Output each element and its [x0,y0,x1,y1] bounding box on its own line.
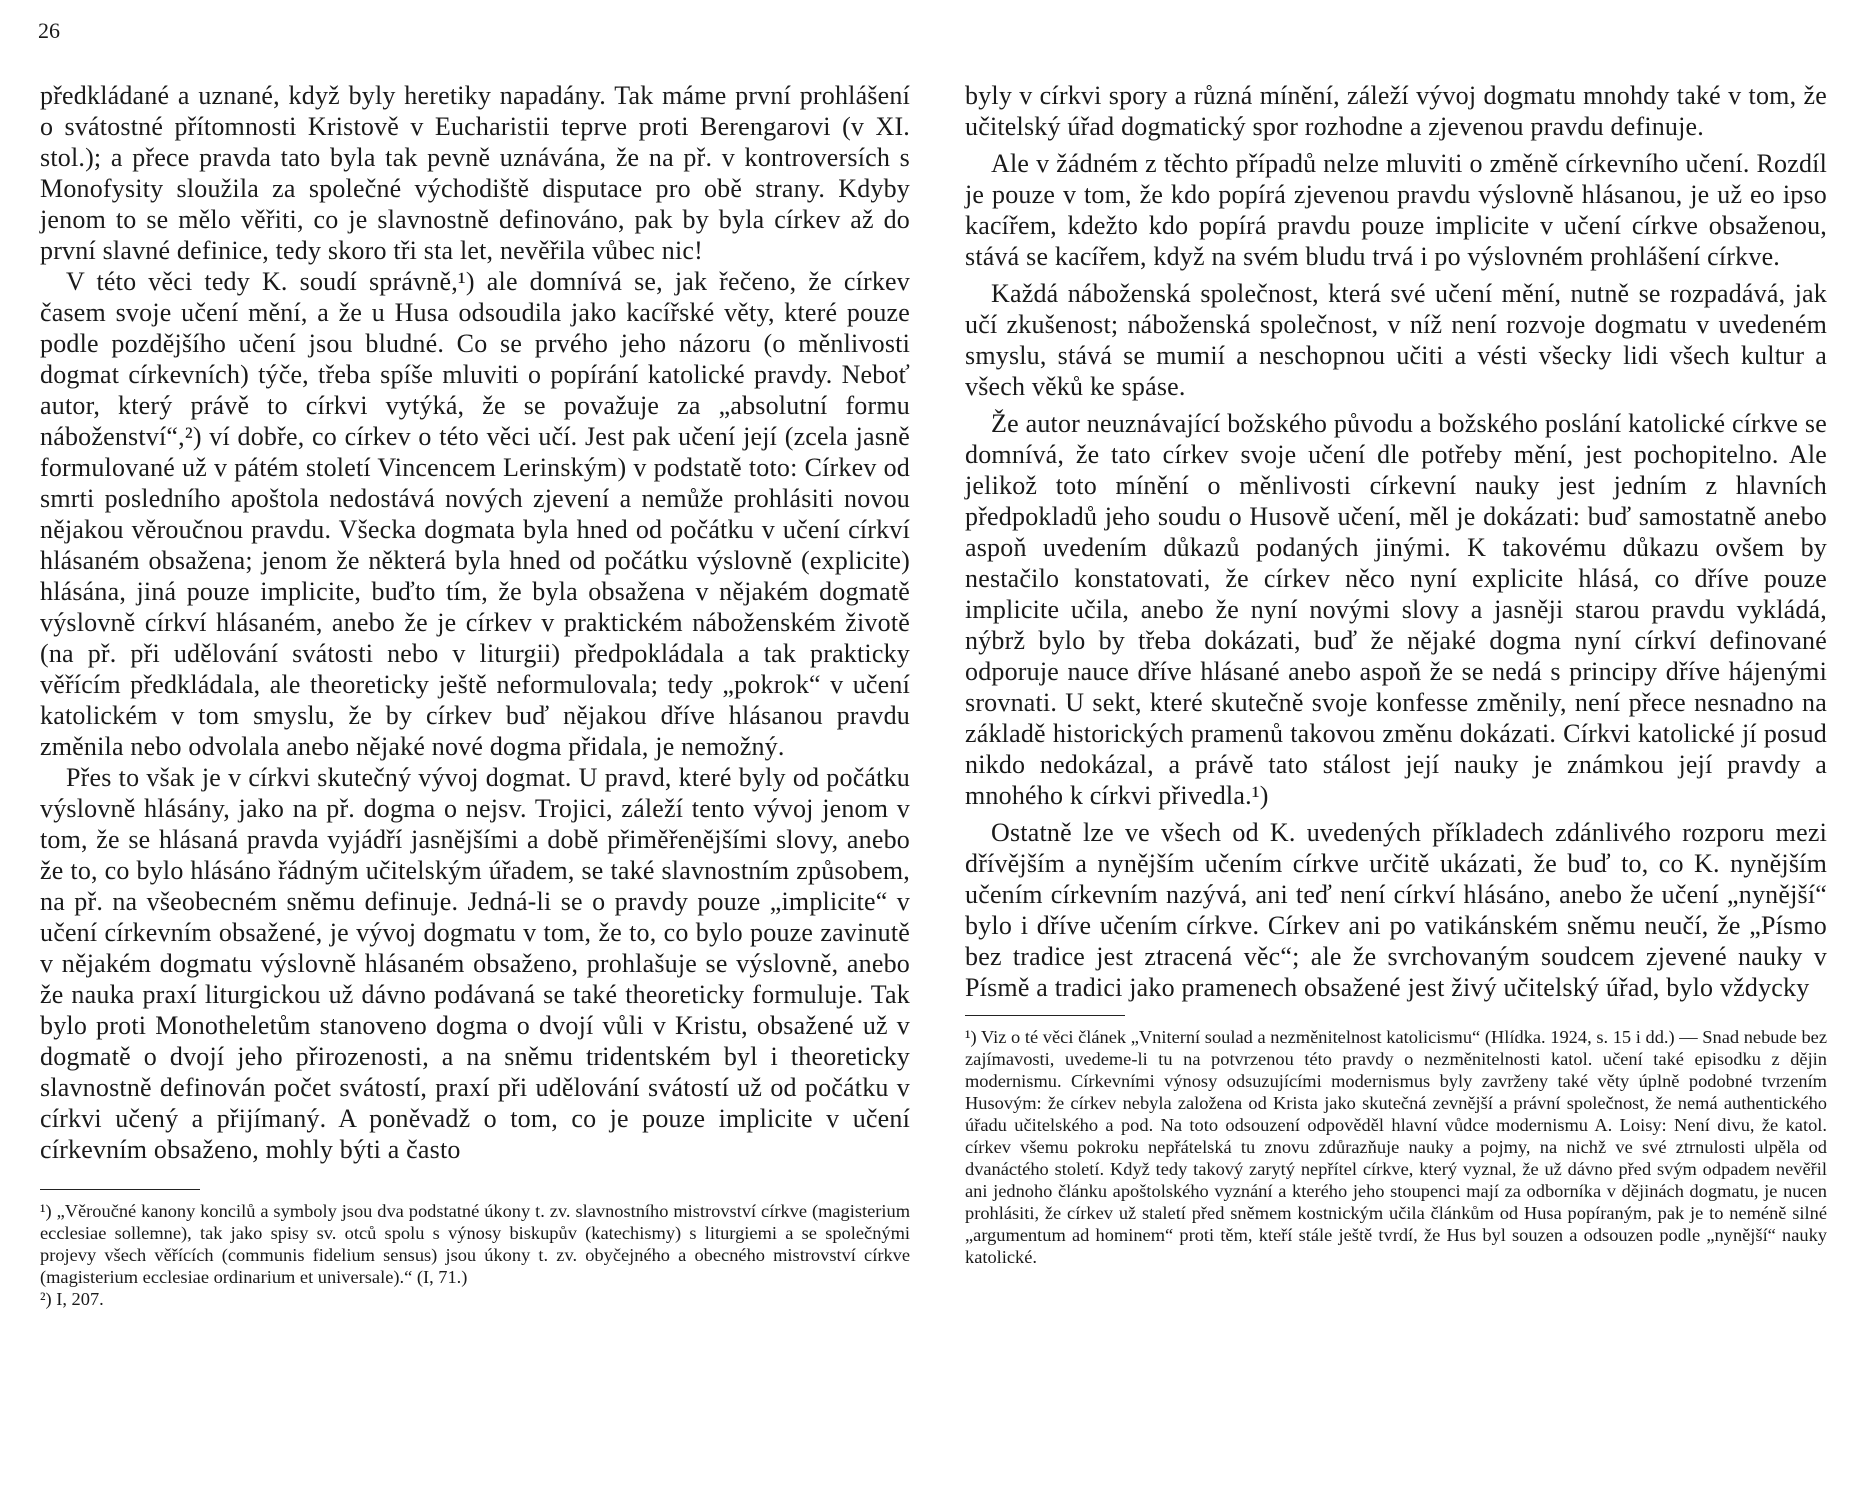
body-paragraph: V této věci tedy K. soudí správně,¹) ale domnívá se, jak řečeno, že církev časem svoje učení mění, a že u Husa odsoudila jako kacířské věty, které pouze podle pozdějšího učení jsou bludné. Co se prvého jeho názoru (o měnlivosti dogmat církevních) týče, třeba spíše mluviti o popírání katolické pravdy. Neboť autor, který právě to církvi vytýká, že se považuje za „absolutní formu náboženství“,²) ví dobře, co církev o této věci učí. Jest pak učení její (zcela jasně formulované už v pátém století Vincencem Lerinským) v podstatě toto: Církev od smrti posledního apoštola nedostává nových zjevení a nemůže prohlásiti novou nějakou věroučnou pravdu. Všecka dogmata byla hned od počátku v učení církví hlásaném obsažena; jenom že některá byla hned od počátku výslovně (explicite) hlásána, jiná pouze implicite, buďto tím, že byla obsažena v nějakém dogmatě výslovně církví hlásaném, anebo že je církev v praktickém náboženském životě (na př. při udělování svátosti nebo v liturgii) předpokládala a tak prakticky věřícím předkládala, ale theoreticky ještě neformulovala; tedy „pokrok“ v učení katolickém v tom smyslu, že by církev buď nějakou dříve hlásanou pravdu změnila nebo odvolala anebo nějaké nové dogma přidala, je nemožný. [40,267,910,761]
left-column [40,80,910,1310]
footnote-divider [40,1189,200,1190]
right-column [965,80,1827,1268]
footnote: ²) I, 207. [40,1289,104,1309]
page-number: 26 [38,18,60,43]
body-paragraph: byly v církvi spory a různá mínění, záleží vývoj dogmatu mnohdy také v tom, že učitelský úřad dogmatický spor rozhodne a zjevenou pravdu definuje. [965,81,1827,141]
body-paragraph: Že autor neuznávající božského původu a božského poslání katolické církve se domnívá, že tato církev svoje učení dle potřeby mění, jest pochopitelno. Ale jelikož toto mínění o měnlivosti církevní nauky jest jedním z hlavních předpokladů jeho soudu o Husově učení, měl je dokázati: buď samostatně anebo aspoň uvedením důkazů podaných jinými. K takovému důkazu ovšem by nestačilo konstatovati, že církev něco nyní explicite hlásá, co dříve pouze implicite učila, anebo že nyní novými slovy a jasněji starou pravdu vykládá, nýbrž bylo by třeba dokázati, buď že nějaké dogma nyní církví definované odporuje nauce dříve hlásané anebo aspoň že se nedá s principy dříve hájenými srovnati. U sekt, které skutečně svoje konfesse změnily, není přece nesnadno na základě historických pramenů takovou změnu dokázati. Církvi katolické jí posud nikdo nedokázal, a právě tato stálost její nauky je známkou její pravdy a mnohého k církvi přivedla.¹) [965,409,1827,810]
body-paragraph: Přes to však je v církvi skutečný vývoj dogmat. U pravd, které byly od počátku výslovně hlásány, jako na př. dogma o nejsv. Trojici, záleží tento vývoj jenom v tom, že se hlásaná pravda vyjádří jasnějšími a době přiměřenějšími slovy, anebo že to, co bylo hlásáno řádným učitelským úřadem, se také slavnostním způsobem, na př. na všeobecném sněmu definuje. Jedná-li se o pravdy pouze „implicite“ v učení církevním obsažené, je vývoj dogmatu v tom, že to, co bylo pouze zavinutě v nějakém dogmatu výslovně hlásaném obsaženo, prohlašuje se výslovně, anebo že nauka praxí liturgickou už dávno podávaná se také theoreticky formuluje. Tak bylo proti Monotheletům stanoveno dogma o dvojí vůli v Kristu, obsažené už v dogmatě o dvojí jeho přirozenosti, a na sněmu tridentském byl i theoreticky slavnostně definován počet svátostí, praxí při udělování svátostí už od počátku v církvi učený a přijímaný. A poněvadž o tom, co je pouze implicite v učení církevním obsaženo, mohly býti a často [40,763,910,1164]
footnote: ¹) „Věroučné kanony koncilů a symboly jsou dva podstatné úkony t. zv. slavnostního mistrovství církve (magisterium ecclesiae sollemne), tak jako spisy sv. otců spolu s výnosy biskupův (katechismy) s liturgiemi a se společnými projevy všech věřících (communis fidelium sensus) jsou úkony t. zv. obyčejného a obecného mistrovství církve (magisterium ecclesiae ordinarium et universale).“ (I, 71.) [40,1201,910,1287]
body-paragraph: předkládané a uznané, když byly heretiky napadány. Tak máme první prohlášení o svátostné přítomnosti Kristově v Eucharistii teprve proti Berengarovi (v XI. stol.); a přece pravda tato byla tak pevně uznávána, že na př. v kontroversích s Monofysity sloužila za společné východiště disputace pro obě strany. Kdyby jenom to se mělo věřiti, co je slavnostně definováno, pak by byla církev až do první slavné definice, tedy skoro tři sta let, nevěřila vůbec nic! [40,81,910,265]
footnote: ¹) Viz o té věci článek „Vniterní soulad a nezměnitelnost katolicismu“ (Hlídka. 1924, s. 15 i dd.) — Snad nebude bez zajímavosti, uvedeme-li tu na potvrzenou této pravdy o nezměnitelnosti katol. učení také episodku z dějin modernismu. Církevními výnosy odsuzujícími modernismus byly zavrženy také věty úplně podobné tvrzením Husovým: že církev nebyla založena od Krista jako skutečná zevnější a právní společnost, že nemá authentického úřadu učitelského a pod. Na toto odsouzení odpověděl hlavní vůdce modernismu A. Loisy: Není divu, že katol. církev všemu pokroku nepřátelská tu znovu zdůrazňuje nauky a pojmy, na nichž ve své ztrnulosti ulpěla od dvanáctého století. Když tedy takový zarytý nepřítel církve, který vyznal, že už dávno před svým odpadem nevěřil ani jednoho článku apoštolského vyznání a kterého jeho stoupenci mají za odborníka v dějinách dogmatu, je nucen prohlásiti, že církev už staletí před sněmem kostnickým učila článkům od Husa popíraným, pak je to neméně silné „argumentum ad hominem“ proti těm, kteří stále ještě tvrdí, že Hus byl souzen a odsouzen podle „nynější“ nauky katolické. [965,1027,1827,1267]
body-paragraph: Ostatně lze ve všech od K. uvedených příkladech zdánlivého rozporu mezi dřívějším a nynějším učením církve určitě ukázati, že buď to, co K. nynějším učením církevním nazývá, ani teď není církví hlásáno, anebo že učení „nynější“ bylo i dříve učením církve. Církev ani po vatikánském sněmu neučí, že „Písmo bez tradice jest ztracená věc“; ale že svrchovaným soudcem zjevené nauky v Písmě a tradici jako pramenech obsažené jest živý učitelský úřad, bylo vždycky [965,818,1827,1002]
body-paragraph: Ale v žádném z těchto případů nelze mluviti o změně církevního učení. Rozdíl je pouze v tom, že kdo popírá zjevenou pravdu výslovně hlásanou, je už eo ipso kacířem, kdežto kdo popírá pravdu pouze implicite v učení církve obsaženou, stává se kacířem, když na svém bludu trvá i po výslovném prohlášení církve. [965,149,1827,271]
body-paragraph: Každá náboženská společnost, která své učení mění, nutně se rozpadává, jak učí zkušenost; náboženská společnost, v níž není rozvoje dogmatu v uvedeném smyslu, stává se mumií a neschopnou učiti a vésti všecky lidi všech kultur a všech věků ke spáse. [965,279,1827,401]
footnote-divider [965,1015,1125,1016]
